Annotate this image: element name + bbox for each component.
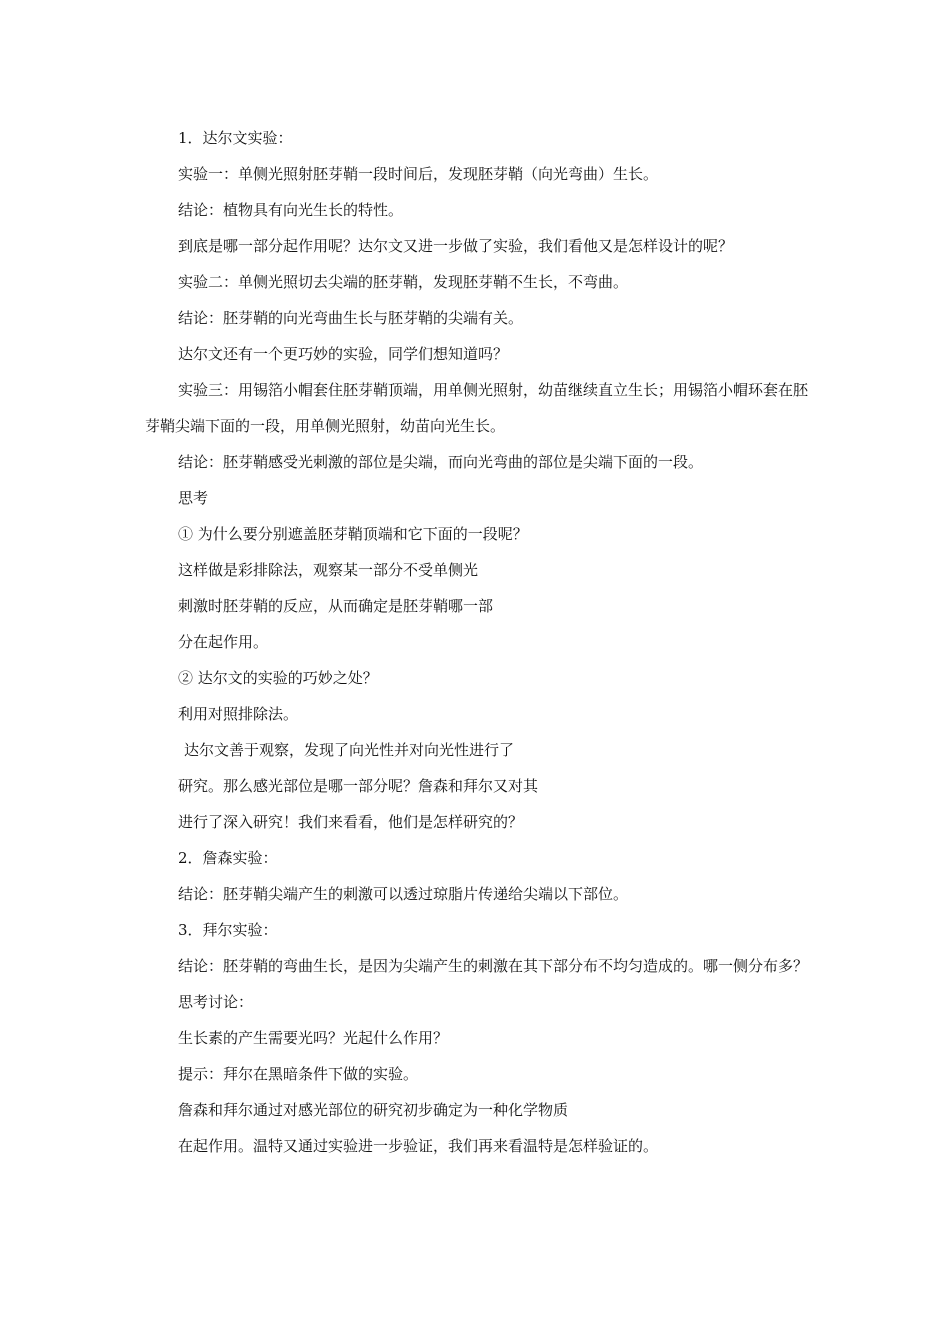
paragraph-think-question-two: ② 达尔文的实验的巧妙之处？	[178, 669, 378, 687]
paragraph-experiment-two: 实验二：单侧光照切去尖端的胚芽鞘，发现胚芽鞘不生长，不弯曲。	[178, 273, 629, 291]
paragraph-darwin-observation-line-three: 进行了深入研究！我们来看看，他们是怎样研究的？	[178, 813, 524, 831]
paragraph-jensen-conclusion: 结论：胚芽鞘尖端产生的刺激可以透过琼脂片传递给尖端以下部位。	[178, 885, 629, 903]
paragraph-paal-conclusion: 结论：胚芽鞘的弯曲生长，是因为尖端产生的刺激在其下部分布不均匀造成的。哪一侧分布多？	[178, 957, 809, 975]
heading-paal-experiment: 3．拜尔实验：	[178, 921, 278, 939]
paragraph-think-question-one: ① 为什么要分别遮盖胚芽鞘顶端和它下面的一段呢？	[178, 525, 528, 543]
paragraph-answer-two: 利用对照排除法。	[178, 705, 299, 723]
paragraph-conclusion-two: 结论：胚芽鞘的向光弯曲生长与胚芽鞘的尖端有关。	[178, 309, 524, 327]
paragraph-experiment-three: 实验三：用锡箔小帽套住胚芽鞘顶端，用单侧光照射，幼苗继续直立生长；用锡箔小帽环套在胚芽鞘尖端下面的一段，用单侧光照射，幼苗向光生长。	[145, 381, 809, 435]
paragraph-clever-experiment: 达尔文还有一个更巧妙的实验，同学们想知道吗？	[178, 345, 509, 363]
paragraph-conclusion-three: 结论：胚芽鞘感受光刺激的部位是尖端，而向光弯曲的部位是尖端下面的一段。	[178, 453, 704, 471]
paragraph-summary-line-two: 在起作用。温特又通过实验进一步验证，我们再来看温特是怎样验证的。	[178, 1137, 659, 1155]
paragraph-conclusion-one: 结论：植物具有向光生长的特性。	[178, 201, 404, 219]
paragraph-think: 思考	[178, 489, 209, 507]
paragraph-discussion-heading: 思考讨论：	[178, 993, 254, 1011]
paragraph-discussion-question: 生长素的产生需要光吗？光起什么作用？	[178, 1029, 449, 1047]
paragraph-hint: 提示：拜尔在黑暗条件下做的实验。	[178, 1065, 419, 1083]
heading-jensen-experiment: 2．詹森实验：	[178, 849, 278, 867]
document-body	[145, 120, 825, 1164]
heading-darwin-experiment: 1．达尔文实验：	[178, 129, 293, 147]
paragraph-question: 到底是哪一部分起作用呢？达尔文又进一步做了实验，我们看他又是怎样设计的呢？	[178, 237, 734, 255]
paragraph-answer-line-two: 刺激时胚芽鞘的反应，从而确定是胚芽鞘哪一部	[178, 597, 494, 615]
paragraph-answer-line-three: 分在起作用。	[178, 633, 269, 651]
paragraph-experiment-one: 实验一：单侧光照射胚芽鞘一段时间后，发现胚芽鞘（向光弯曲）生长。	[178, 165, 659, 183]
paragraph-summary-line-one: 詹森和拜尔通过对感光部位的研究初步确定为一种化学物质	[178, 1101, 569, 1119]
paragraph-darwin-observation-line-two: 研究。那么感光部位是哪一部分呢？詹森和拜尔又对其	[178, 777, 539, 795]
paragraph-darwin-observation-line-one: 达尔文善于观察，发现了向光性并对向光性进行了	[184, 741, 515, 759]
paragraph-answer-line-one: 这样做是彩排除法，观察某一部分不受单侧光	[178, 561, 479, 579]
